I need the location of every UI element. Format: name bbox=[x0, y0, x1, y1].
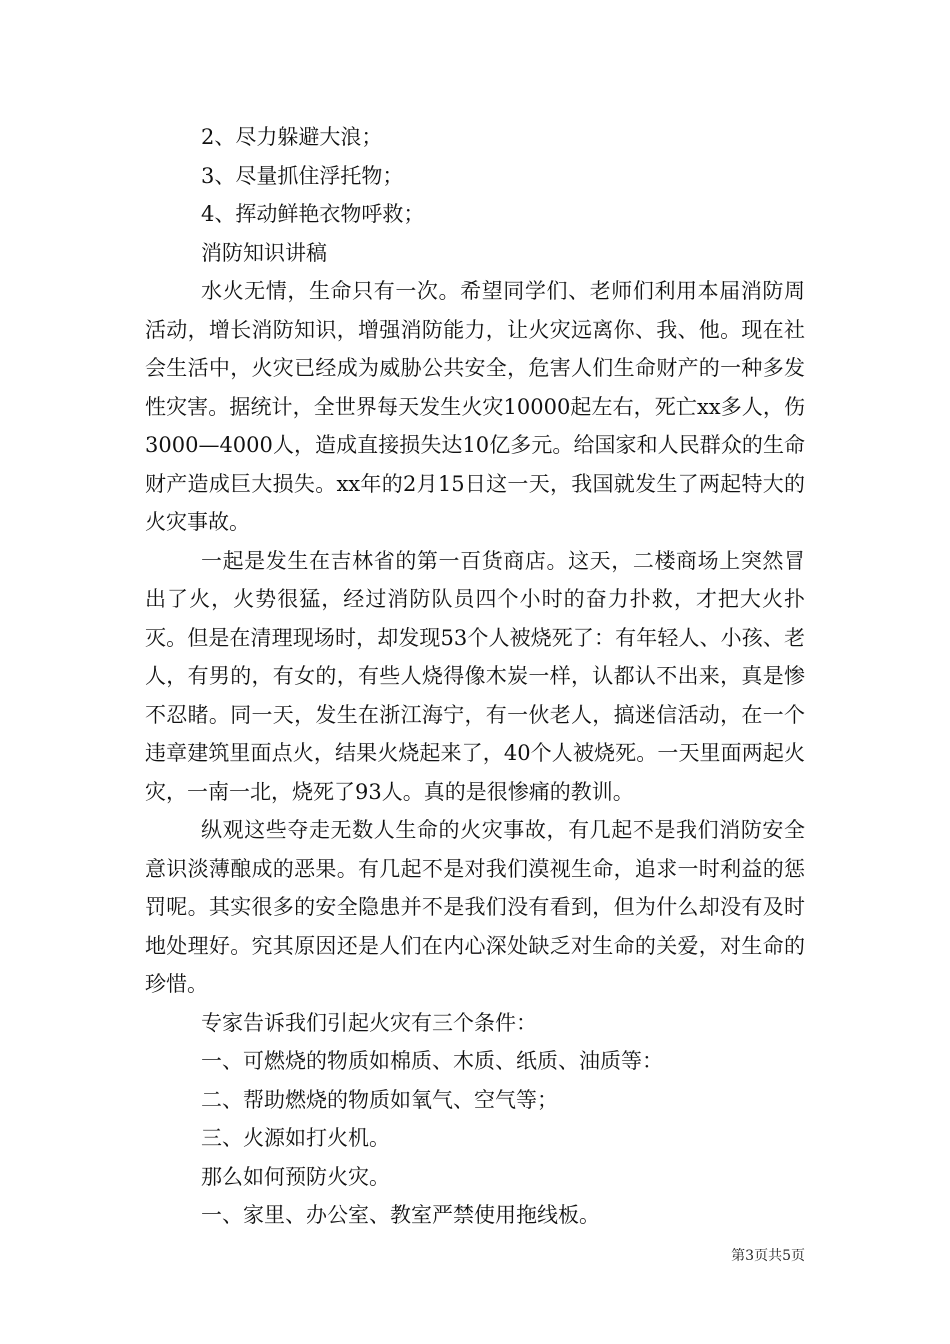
paragraph: 那么如何预防火灾。 bbox=[201, 1164, 390, 1189]
paragraph: 二、帮助燃烧的物质如氧气、空气等； bbox=[201, 1087, 558, 1112]
paragraph: 一、家里、办公室、教室严禁使用拖线板。 bbox=[201, 1203, 600, 1227]
paragraph: 2、尽力躲避大浪； bbox=[201, 125, 383, 149]
paragraph: 专家告诉我们引起火灾有三个条件： bbox=[201, 1010, 537, 1035]
document-body bbox=[145, 118, 805, 1235]
section-heading: 消防知识讲稿 bbox=[201, 240, 327, 265]
paragraph: 三、火源如打火机。 bbox=[201, 1126, 390, 1150]
paragraph: 一起是发生在吉林省的第一百货商店。这天，二楼商场上突然冒出了火，火势很猛，经过消防队员四个小时的奋力扑救，才把大火扑灭。但是在清理现场时，却发现53个人被烧死了：有年轻人、小孩、老人，有男的，有女的，有些人烧得像木炭一样，认都认不出来，真是惨不忍睹。同一天，发生在浙江海宁，有一伙老人，搞迷信活动，在一个违章建筑里面点火，结果火烧起来了，40个人被烧死。一天里面两起火灾，一南一北，烧死了93人。真的是很惨痛的教训。 bbox=[145, 548, 805, 804]
page-number: 第3页共5页 bbox=[731, 1248, 805, 1264]
paragraph: 3、尽量抓住浮托物； bbox=[201, 163, 404, 188]
paragraph: 纵观这些夺走无数人生命的火灾事故，有几起不是我们消防安全意识淡薄酿成的恶果。有几起不是对我们漠视生命，追求一时利益的惩罚呢。其实很多的安全隐患并不是我们没有看到，但为什么却没有及时地处理好。究其原因还是人们在内心深处缺乏对生命的关爱，对生命的珍惜。 bbox=[145, 818, 805, 996]
paragraph: 水火无情，生命只有一次。希望同学们、老师们利用本届消防周活动，增长消防知识，增强消防能力，让火灾远离你、我、他。现在社会生活中，火灾已经成为威胁公共安全，危害人们生命财产的一种多发性灾害。据统计，全世界每天发生火灾10000起左右，死亡xx多人，伤3000—4000人，造成直接损失达10亿多元。给国家和人民群众的生命财产造成巨大损失。xx年的2月15日这一天，我国就发生了两起特大的火灾事故。 bbox=[145, 279, 805, 534]
paragraph: 4、挥动鲜艳衣物呼救； bbox=[201, 202, 425, 226]
paragraph: 一、可燃烧的物质如棉质、木质、纸质、油质等： bbox=[201, 1049, 663, 1073]
